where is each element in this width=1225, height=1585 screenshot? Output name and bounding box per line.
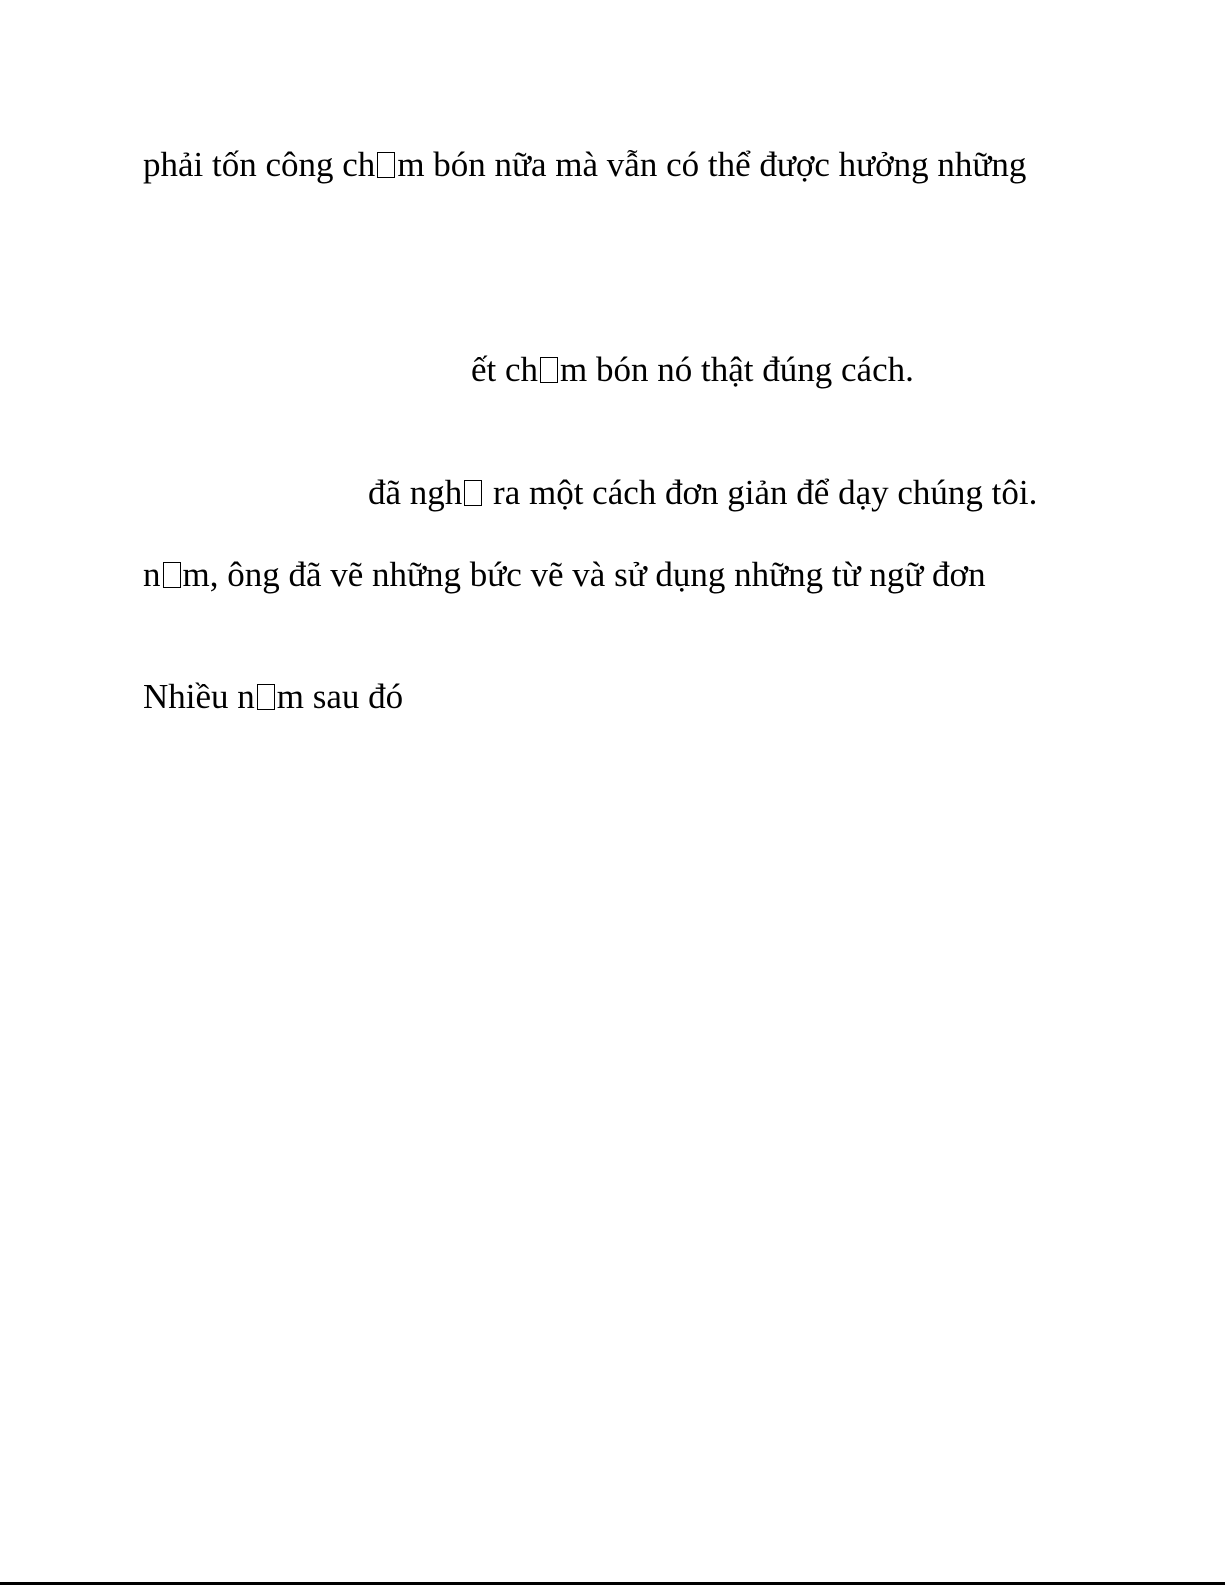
text-line-4-after: m, ông đã vẽ những bức vẽ và sử dụng những từ ngữ đơn: [182, 555, 986, 594]
text-line-3: [368, 473, 1037, 513]
text-line-5-after: m sau đó: [276, 677, 404, 716]
missing-glyph-box: [540, 357, 558, 383]
missing-glyph-box: [464, 480, 482, 506]
missing-glyph-box: [163, 562, 181, 588]
text-line-1-after: m bón nữa mà vẫn có thể được hưởng những: [397, 145, 1027, 184]
missing-glyph-box: [257, 684, 275, 710]
text-line-5-before: Nhiều n: [143, 677, 255, 716]
missing-glyph-box: [377, 152, 395, 178]
text-line-4-before: n: [143, 555, 161, 594]
text-line-4: [143, 555, 986, 595]
text-line-2: [471, 350, 914, 390]
text-line-2-after: m bón nó thật đúng cách.: [560, 350, 914, 389]
text-line-3-after: ra một cách đơn giản để dạy chúng tôi.: [484, 473, 1038, 512]
text-line-1-before: phải tốn công ch: [143, 145, 376, 184]
text-line-3-before: đã ngh: [368, 473, 463, 512]
text-line-2-before: ết ch: [471, 350, 539, 389]
text-line-1: [143, 145, 1026, 185]
text-line-5: [143, 677, 403, 717]
